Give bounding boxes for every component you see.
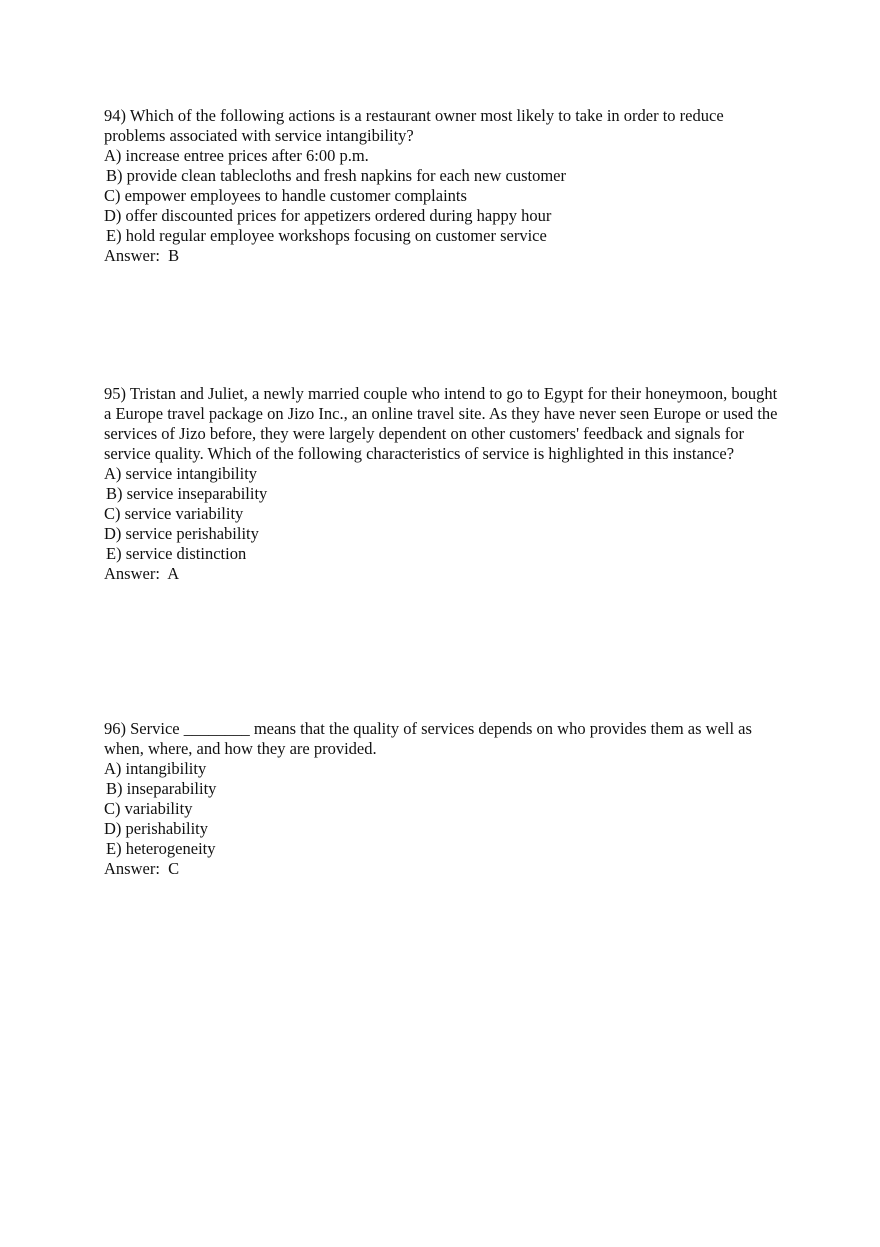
answer-options (104, 146, 784, 246)
option-c: C) service variability (104, 504, 244, 523)
answer-options (104, 759, 784, 859)
option-c: C) empower employees to handle customer complaints (104, 186, 467, 205)
option-a: A) intangibility (104, 759, 207, 778)
question-94 (104, 106, 784, 266)
option-c: C) variability (104, 799, 193, 818)
question-stem: 95) Tristan and Juliet, a newly married couple who intend to go to Egypt for their honeymoon, bought a Europe travel package on Jizo Inc., an online travel site. As they have never seen Europe or used the services of Jizo before, they were largely dependent on other customers' feedback and signals for service quality. Which of the following characteristics of service is highlighted in this instance? (104, 384, 778, 463)
option-a: A) service intangibility (104, 464, 258, 483)
option-d: D) service perishability (104, 524, 259, 543)
question-95 (104, 384, 784, 584)
question-stem: 94) Which of the following actions is a restaurant owner most likely to take in order to reduce problems associated with service intangibility? (104, 106, 724, 145)
option-e: E) heterogeneity (106, 839, 216, 858)
answer-line: Answer: A (104, 564, 180, 583)
answer-line: Answer: B (104, 246, 180, 265)
answer-line: Answer: C (104, 859, 180, 878)
option-b: B) inseparability (106, 779, 217, 798)
option-d: D) perishability (104, 819, 209, 838)
question-stem: 96) Service ________ means that the quality of services depends on who provides them as well as when, where, and how they are provided. (104, 719, 752, 758)
answer-options (104, 464, 784, 564)
option-e: E) service distinction (106, 544, 247, 563)
option-b: B) provide clean tablecloths and fresh napkins for each new customer (106, 166, 567, 185)
question-96 (104, 719, 784, 879)
option-b: B) service inseparability (106, 484, 268, 503)
option-e: E) hold regular employee workshops focusing on customer service (106, 226, 547, 245)
option-a: A) increase entree prices after 6:00 p.m. (104, 146, 369, 165)
option-d: D) offer discounted prices for appetizers ordered during happy hour (104, 206, 552, 225)
